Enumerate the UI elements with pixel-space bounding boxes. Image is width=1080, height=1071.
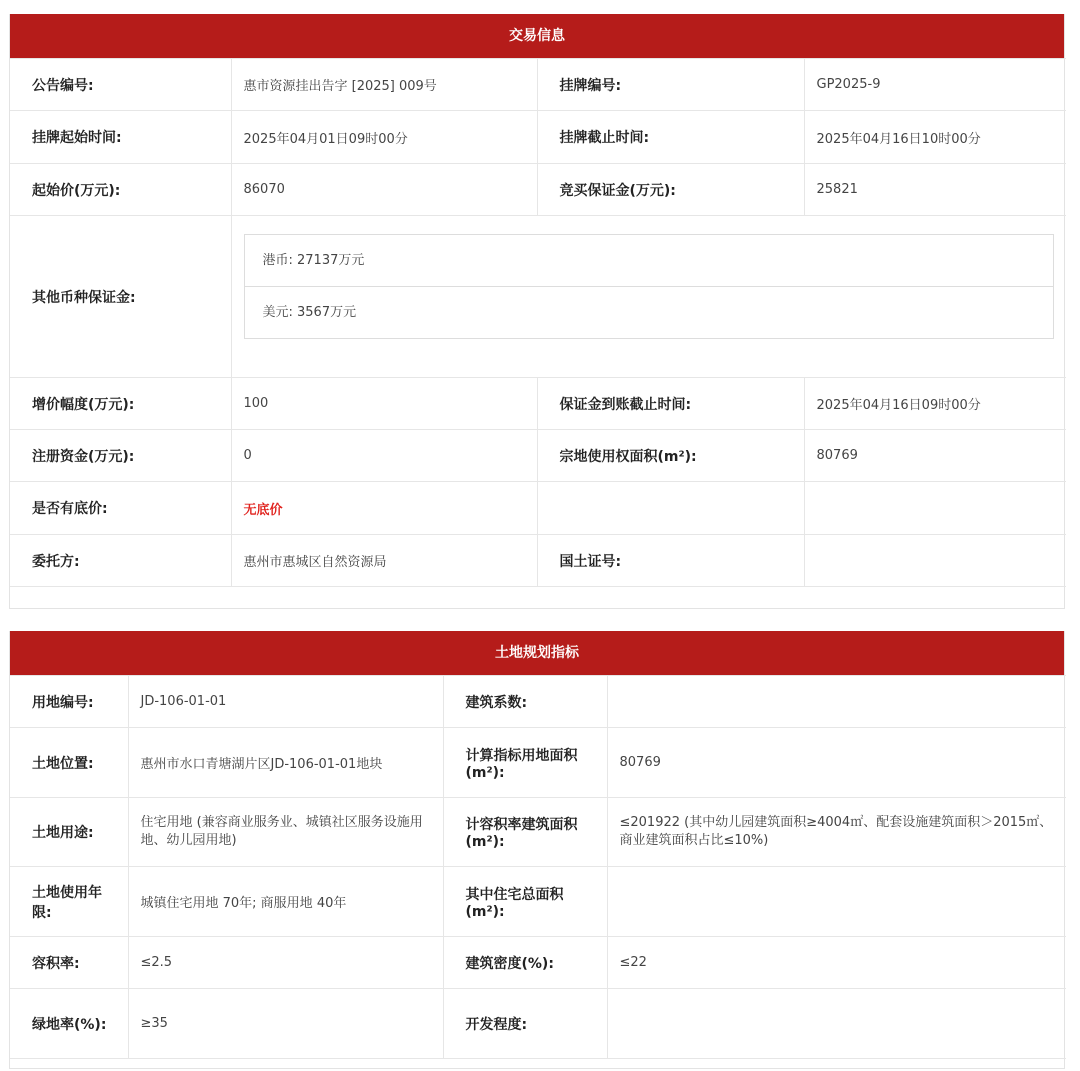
- trade-info-panel: [9, 14, 1065, 609]
- table-row: [10, 378, 1066, 430]
- capital-label: 注册资金(万元):: [10, 430, 231, 482]
- table-row: [10, 798, 1066, 867]
- table-row: [10, 59, 1066, 111]
- other-currency-label: 其他币种保证金:: [10, 216, 231, 378]
- far-area-label: 计容积率建筑面积(m²):: [443, 798, 607, 867]
- start-time-value: 2025年04月01日09时00分: [231, 111, 537, 164]
- table-row: [10, 535, 1066, 587]
- reserve-value: 无底价: [231, 482, 537, 535]
- density-value: ≤22: [607, 937, 1066, 989]
- trade-info-table: [10, 58, 1066, 609]
- end-time-label: 挂牌截止时间:: [537, 111, 804, 164]
- start-time-label: 挂牌起始时间:: [10, 111, 231, 164]
- other-currency-usd: 美元: 3567万元: [245, 286, 1054, 338]
- table-row: [10, 867, 1066, 937]
- table-row: [10, 111, 1066, 164]
- green-label: 绿地率(%):: [10, 989, 128, 1059]
- reserve-label: 是否有底价:: [10, 482, 231, 535]
- table-row: [10, 216, 1066, 378]
- planning-panel: [9, 631, 1065, 1069]
- increment-value: 100: [231, 378, 537, 430]
- client-label: 委托方:: [10, 535, 231, 587]
- other-currency-cell: [231, 216, 1066, 378]
- notice-no-label: 公告编号:: [10, 59, 231, 111]
- table-row: [10, 989, 1066, 1059]
- start-price-value: 86070: [231, 164, 537, 216]
- increment-label: 增价幅度(万元):: [10, 378, 231, 430]
- listing-no-label: 挂牌编号:: [537, 59, 804, 111]
- deposit-deadline-label: 保证金到账截止时间:: [537, 378, 804, 430]
- parcel-no-label: 用地编号:: [10, 676, 128, 728]
- trade-info-title: 交易信息: [10, 14, 1064, 58]
- density-label: 建筑密度(%):: [443, 937, 607, 989]
- start-price-label: 起始价(万元):: [10, 164, 231, 216]
- calc-area-label: 计算指标用地面积(m²):: [443, 728, 607, 798]
- green-value: ≥35: [128, 989, 443, 1059]
- table-row: [10, 937, 1066, 989]
- area-label: 宗地使用权面积(m²):: [537, 430, 804, 482]
- empty-cell: [537, 482, 804, 535]
- spacer-cell: [10, 587, 1066, 609]
- dev-label: 开发程度:: [443, 989, 607, 1059]
- notice-no-value: 惠市资源挂出告字 [2025] 009号: [231, 59, 537, 111]
- calc-area-value: 80769: [607, 728, 1066, 798]
- location-value: 惠州市水口青塘湖片区JD-106-01-01地块: [128, 728, 443, 798]
- term-label: 土地使用年限:: [10, 867, 128, 937]
- client-value: 惠州市惠城区自然资源局: [231, 535, 537, 587]
- deposit-deadline-value: 2025年04月16日09时00分: [804, 378, 1066, 430]
- table-row: [10, 676, 1066, 728]
- area-value: 80769: [804, 430, 1066, 482]
- table-row: [10, 430, 1066, 482]
- parcel-no-value: JD-106-01-01: [128, 676, 443, 728]
- term-value: 城镇住宅用地 70年; 商服用地 40年: [128, 867, 443, 937]
- other-currency-hkd: 港币: 27137万元: [262, 253, 365, 268]
- table-row: [10, 164, 1066, 216]
- table-row: [10, 728, 1066, 798]
- empty-cell: [804, 482, 1066, 535]
- far-value: ≤2.5: [128, 937, 443, 989]
- planning-table: [10, 675, 1066, 1071]
- usage-value: 住宅用地 (兼容商业服务业、城镇社区服务设施用地、幼儿园用地): [128, 798, 443, 867]
- building-coef-value: [607, 676, 1066, 728]
- deposit-label: 竞买保证金(万元):: [537, 164, 804, 216]
- residential-area-value: [607, 867, 1066, 937]
- residential-area-label: 其中住宅总面积(m²):: [443, 867, 607, 937]
- end-time-value: 2025年04月16日10时00分: [804, 111, 1066, 164]
- land-cert-value: [804, 535, 1066, 587]
- capital-value: 0: [231, 430, 537, 482]
- other-currency-list: [244, 234, 1055, 339]
- dev-value: [607, 989, 1066, 1059]
- listing-no-value: GP2025-9: [804, 59, 1066, 111]
- location-label: 土地位置:: [10, 728, 128, 798]
- planning-title: 土地规划指标: [10, 631, 1064, 675]
- land-cert-label: 国土证号:: [537, 535, 804, 587]
- far-area-value: ≤201922 (其中幼儿园建筑面积≥4004㎡、配套设施建筑面积＞2015㎡、商业建筑面积占比≤10%): [607, 798, 1066, 867]
- table-row: [10, 482, 1066, 535]
- far-label: 容积率:: [10, 937, 128, 989]
- usage-label: 土地用途:: [10, 798, 128, 867]
- deposit-value: 25821: [804, 164, 1066, 216]
- building-coef-label: 建筑系数:: [443, 676, 607, 728]
- table-row-spacer: [10, 587, 1066, 609]
